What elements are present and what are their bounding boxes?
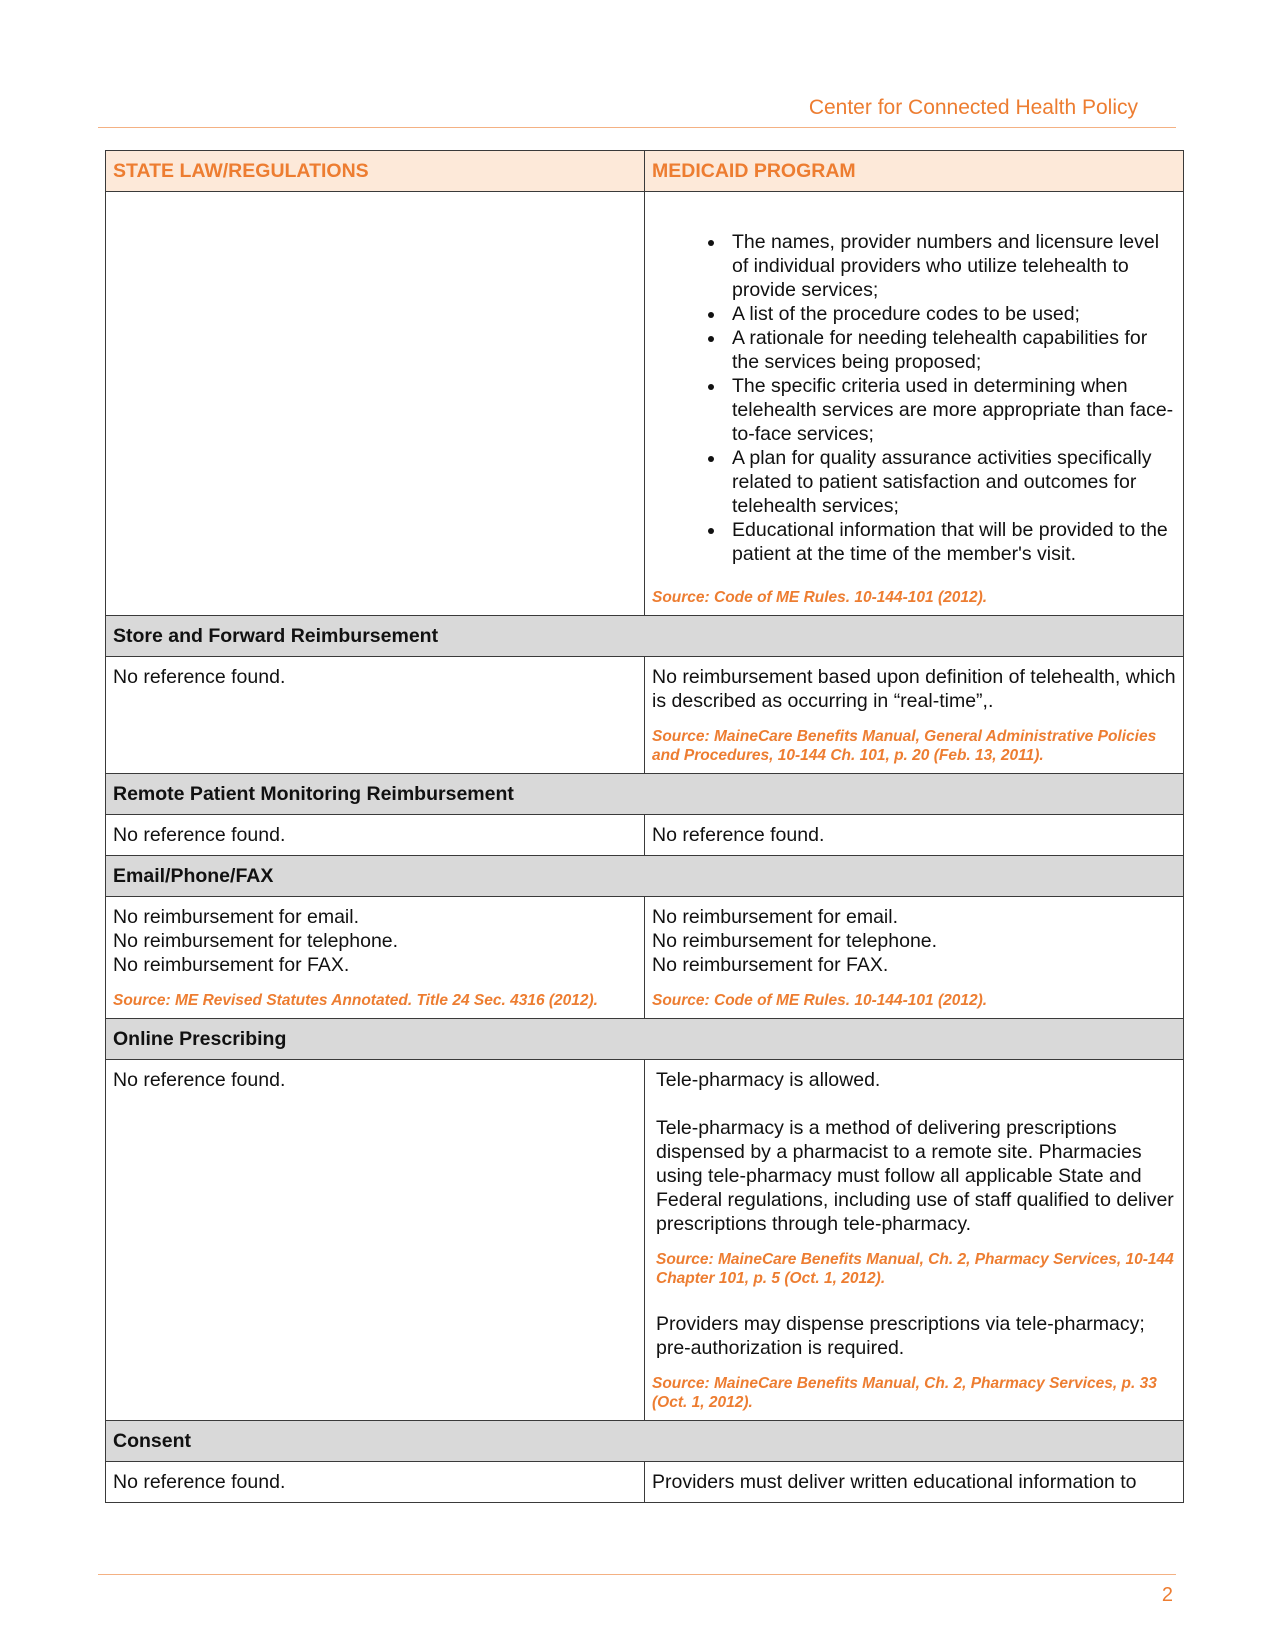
section-title-online: Online Prescribing [106,1019,1184,1060]
section-title-email: Email/Phone/FAX [106,856,1184,897]
table-row [106,897,1184,1019]
section-title-store-forward: Store and Forward Reimbursement [106,616,1184,657]
body-line: No reimbursement for FAX. [652,954,889,976]
source-citation: Source: ME Revised Statutes Annotated. Title 24 Sec. 4316 (2012). [113,992,598,1009]
section-row [106,1421,1184,1462]
footer-rule [98,1574,1176,1575]
cell-state-law: No reference found. [106,1462,645,1503]
table-row [106,1462,1184,1503]
source-citation: Source: MaineCare Benefits Manual, General Administrative Policies and Procedures, 10-144 Ch. 101, p. 20 (Feb. 13, 2011). [652,728,1157,764]
body-text: No reimbursement based upon definition of telehealth, which is described as occurring in “real-time”,. [652,666,1176,712]
body-text: Tele-pharmacy is a method of delivering prescriptions dispensed by a pharmacist to a remote site. Pharmacies using tele-pharmacy must follow all applicable State and Federal regulations, including use of staff qualified to deliver prescriptions through tele-pharmacy. [656,1117,1174,1235]
table-row [106,815,1184,856]
list-item: • The specific criteria used in determining when telehealth services are more appropriate than face-to-face services; [726,374,1176,446]
list-item: • A plan for quality assurance activities specifically related to patient satisfaction and outcomes for telehealth services; [726,446,1176,518]
source-citation: Source: Code of ME Rules. 10-144-101 (2012). [652,992,988,1009]
org-name: Center for Connected Health Policy [808,96,1138,119]
cell-empty [106,192,645,616]
cell-medicaid [645,897,1184,1019]
table-row [106,1060,1184,1421]
source-citation: Source: MaineCare Benefits Manual, Ch. 2, Pharmacy Services, 10-144 Chapter 101, p. 5 (Oct. 1, 2012). [656,1251,1174,1287]
list-item: • The names, provider numbers and licensure level of individual providers who utilize telehealth to provide services; [726,230,1176,302]
body-line: No reimbursement for email. [113,906,359,928]
section-row [106,1019,1184,1060]
requirements-list [652,230,1176,566]
list-item: • A rationale for needing telehealth capabilities for the services being proposed; [726,326,1176,374]
list-item: • A list of the procedure codes to be used; [726,302,1176,326]
body-line: No reimbursement for telephone. [113,930,399,952]
section-title-rpm: Remote Patient Monitoring Reimbursement [106,774,1184,815]
section-row [106,856,1184,897]
table-row-continued [106,192,1184,616]
col-header-state-law: STATE LAW/REGULATIONS [106,151,645,192]
cell-medicaid [645,1060,1184,1421]
cell-medicaid [645,657,1184,774]
body-text: Providers may dispense prescriptions via tele-pharmacy; pre-authorization is required. [656,1313,1145,1359]
table-header-row [106,151,1184,192]
col-header-medicaid: MEDICAID PROGRAM [645,151,1184,192]
list-item: • Educational information that will be provided to the patient at the time of the member's visit. [726,518,1176,566]
cell-state-law [106,897,645,1019]
page-number: 2 [1161,1584,1173,1606]
section-row [106,774,1184,815]
cell-state-law: No reference found. [106,1060,645,1421]
cell-medicaid: No reference found. [645,815,1184,856]
source-citation: Source: Code of ME Rules. 10-144-101 (2012). [652,589,988,606]
section-title-consent: Consent [106,1421,1184,1462]
body-text: Tele-pharmacy is allowed. [656,1069,881,1091]
policy-table [105,150,1184,1503]
cell-medicaid: Providers must deliver written educational information to [645,1462,1184,1503]
cell-state-law: No reference found. [106,815,645,856]
body-line: No reimbursement for email. [652,906,898,928]
body-line: No reimbursement for telephone. [652,930,938,952]
cell-state-law: No reference found. [106,657,645,774]
table-row [106,657,1184,774]
source-citation: Source: MaineCare Benefits Manual, Ch. 2, Pharmacy Services, p. 33 (Oct. 1, 2012). [652,1375,1157,1411]
header-rule [98,127,1176,128]
cell-requirements [645,192,1184,616]
body-line: No reimbursement for FAX. [113,954,350,976]
section-row [106,616,1184,657]
